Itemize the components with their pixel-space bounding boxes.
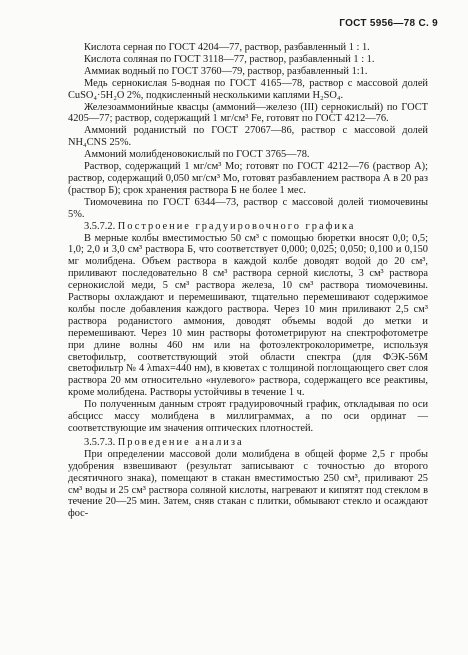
section-heading-572 (68, 221, 428, 233)
paragraph: Медь сернокислая 5-водная по ГОСТ 4165—78, раствор с массовой долей CuSO₄·5H₂O 2%, подкисленный несколькими каплями H₂SO₄. (68, 77, 428, 101)
page-header: ГОСТ 5956—78 С. 9 (339, 18, 438, 29)
paragraph: Тиомочевина по ГОСТ 6344—73, раствор с массовой долей тиомочевины 5%. (68, 196, 428, 220)
section-number: 3.5.7.3. (84, 436, 116, 448)
paragraph: Аммоний роданистый по ГОСТ 27067—86, раствор с массовой долей NH₄CNS 25%. (68, 125, 428, 149)
section-title: Построение градуировочного графика (117, 220, 356, 232)
paragraph: Аммиак водный по ГОСТ 3760—79, раствор, разбавленный 1:1. (84, 65, 368, 77)
section-number: 3.5.7.2. (84, 220, 116, 232)
paragraph: По полученным данным строят градуировочный график, откладывая по оси абсцисс массу молибдена в миллиграммах, а по оси ординат — соответствующие им значения оптических плотностей. (68, 399, 428, 434)
paragraph: Кислота соляная по ГОСТ 3118—77, раствор, разбавленный 1 : 1. (84, 53, 375, 65)
paragraph: В мерные колбы вместимостью 50 см³ с помощью бюретки вносят 0,0; 0,5; 1,0; 2,0 и 3,0 см³ раствора Б, что соответствует 0,000; 0,025; 0,050; 0,100 и 0,150 мг молибдена. Объем раствора в каждой колбе доводят водой до 20 см³, приливают последовательно 8 см³ раствора серной кислоты, 3 см³ раствора сернокислой меди, 5 см³ раствора железа, 10 см³ раствора тиомочевины. Растворы охлаждают и перемешивают, тщательно перемешивают содержимое колбы после добавления каждого раствора. Через 10 мин приливают 2,5 см³ раствора роданистого аммония, доводят объемы водой до метки и перемешивают. Через 10 мин растворы фотометрируют на спектрофотометре при длине волны 460 нм или на фотоэлектроколориметре, используя светофильтр, соответствующий этой области спектра (для ФЭК-56М светофильтр № 4 λmax=440 нм), в кюветах с толщиной поглощающего свет слоя раствора 20 мм относительно «нулевого» раствора, содержащего все реактивы, кроме молибдена. Растворы устойчивы в течение 1 ч. (68, 232, 428, 399)
paragraph: Кислота серная по ГОСТ 4204—77, раствор, разбавленный 1 : 1. (84, 42, 370, 53)
paragraph: Железоаммонийные квасцы (аммоний—железо (III) сернокислый) по ГОСТ 4205—77; раствор, содержащий 1 мг/см³ Fe, готовят по ГОСТ 4212—76. (68, 101, 428, 125)
section-heading-573 (68, 437, 428, 449)
document-body (68, 42, 428, 520)
section-title: Проведение анализа (117, 436, 244, 448)
paragraph: Аммоний молибденовокислый по ГОСТ 3765—78. (84, 149, 310, 161)
paragraph: При определении массовой доли молибдена в общей форме 2,5 г пробы удобрения взвешивают (результат записывают с точностью до второго десятичного знака), помещают в стакан вместимостью 250 см³, приливают 25 см³ воды и 25 см³ раствора соляной кислоты, нагревают и кипятят под стеклом в течение 20—25 мин. Затем, сняв стакан с плитки, обмывают стекло и осаждают фос- (68, 448, 428, 520)
paragraph: Раствор, содержащий 1 мг/см³ Mo; готовят по ГОСТ 4212—76 (раствор А); раствор, содержащий 0,050 мг/см³ Mo, готовят разбавлением раствора А в 20 раз (раствор Б); срок хранения раствора Б не более 1 мес. (68, 161, 428, 196)
